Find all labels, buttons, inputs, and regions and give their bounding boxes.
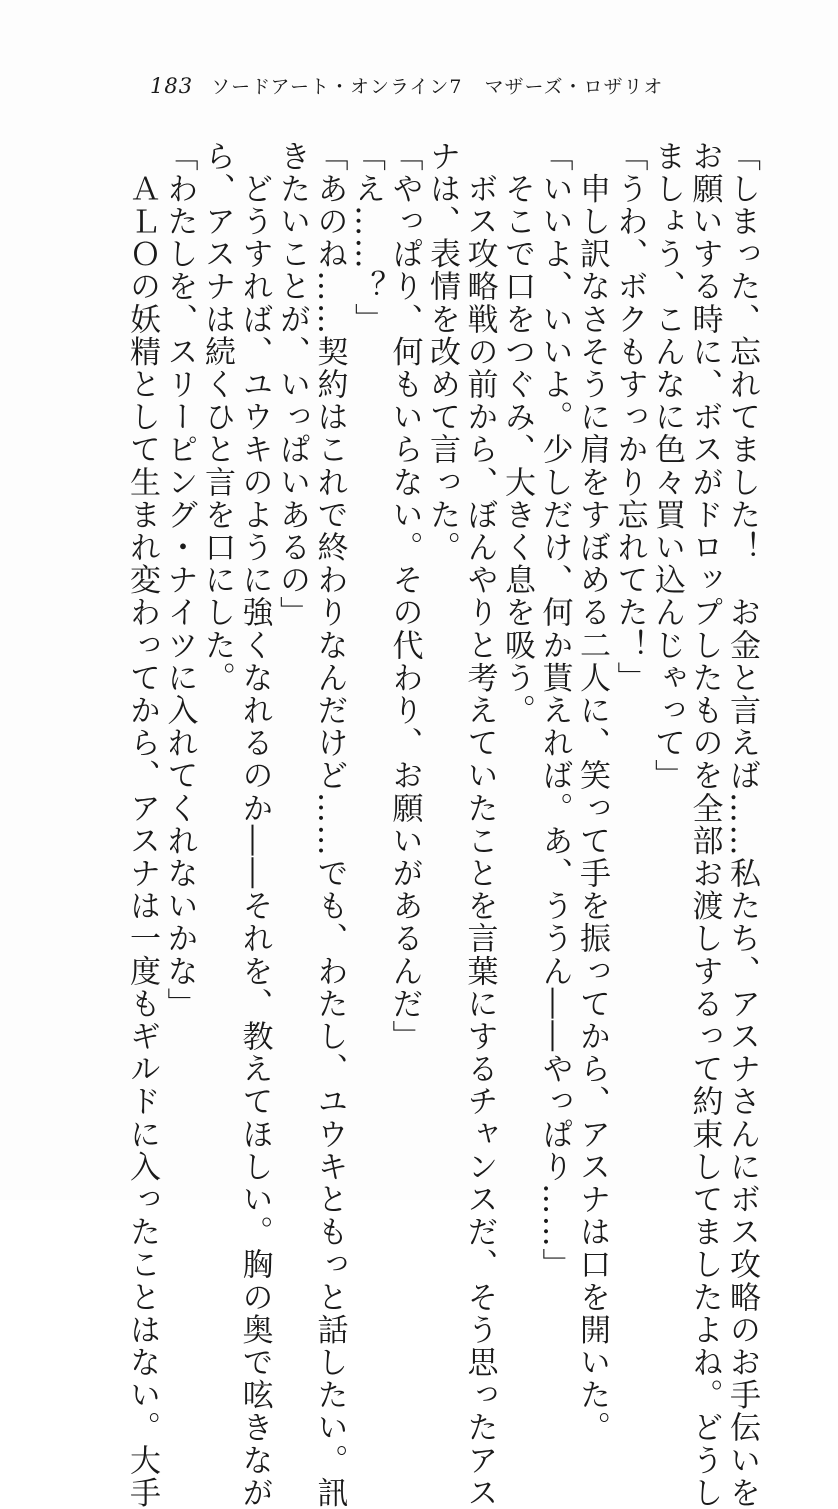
text-line: どうすれば、ユウキのように強くなれるのか――それを、教えてほしい。胸の奥で呟きなが bbox=[236, 140, 273, 1509]
text-line: お願いする時に、ボスがドロップしたものを全部お渡しするって約束してましたよね。どうし bbox=[686, 140, 723, 1509]
chapter-title: マザーズ・ロザリオ bbox=[484, 76, 664, 98]
book-title: ソードアート・オンライン7 bbox=[211, 76, 463, 98]
text-line: 「わたしを、スリーピング・ナイツに入れてくれないかな」 bbox=[161, 140, 198, 1021]
text-line: ボス攻略戦の前から、ぼんやりと考えていたことを言葉にするチャンスだ、そう思ったアス bbox=[461, 140, 498, 1509]
text-line: 申し訳なさそうに肩をすぼめる二人に、笑って手を振ってから、アスナは口を開いた。 bbox=[574, 140, 610, 1444]
page-number: 183 bbox=[150, 74, 194, 98]
vertical-body-text bbox=[124, 140, 760, 1509]
text-line: ナは、表情を改めて言った。 bbox=[424, 140, 460, 564]
text-line: ら、アスナは続くひと言を口にした。 bbox=[199, 140, 235, 695]
text-line: 「しまった、忘れてました！ お金と言えば……私たち、アスナさんにボス攻略のお手伝いを bbox=[724, 140, 760, 1509]
text-line: そこで口をつぐみ、大きく息を吸う。 bbox=[499, 140, 535, 727]
text-line: きたいことが、いっぱいあるの」 bbox=[274, 140, 310, 629]
text-line: ＡＬＯの妖精として生まれ変わってから、アスナは一度もギルドに入ったことはない。大手 bbox=[124, 140, 160, 1509]
text-line: 「え……？」 bbox=[349, 140, 385, 336]
text-line: 「やっぱり、何もいらない。その代わり、お願いがあるんだ」 bbox=[386, 140, 423, 1053]
text-line: 「いいよ、いいよ。少しだけ、何か貰えれば。あ、ううん――やっぱり……」 bbox=[536, 140, 573, 1281]
text-line: 「うわ、ボクもすっかり忘れてた！」 bbox=[611, 140, 648, 695]
running-header bbox=[150, 72, 663, 102]
text-line: ましょう、こんなに色々買い込んじゃって」 bbox=[649, 140, 685, 792]
text-line: 「あのね……契約はこれで終わりなんだけど……でも、わたし、ユウキともっと話したい。訊 bbox=[311, 140, 348, 1509]
